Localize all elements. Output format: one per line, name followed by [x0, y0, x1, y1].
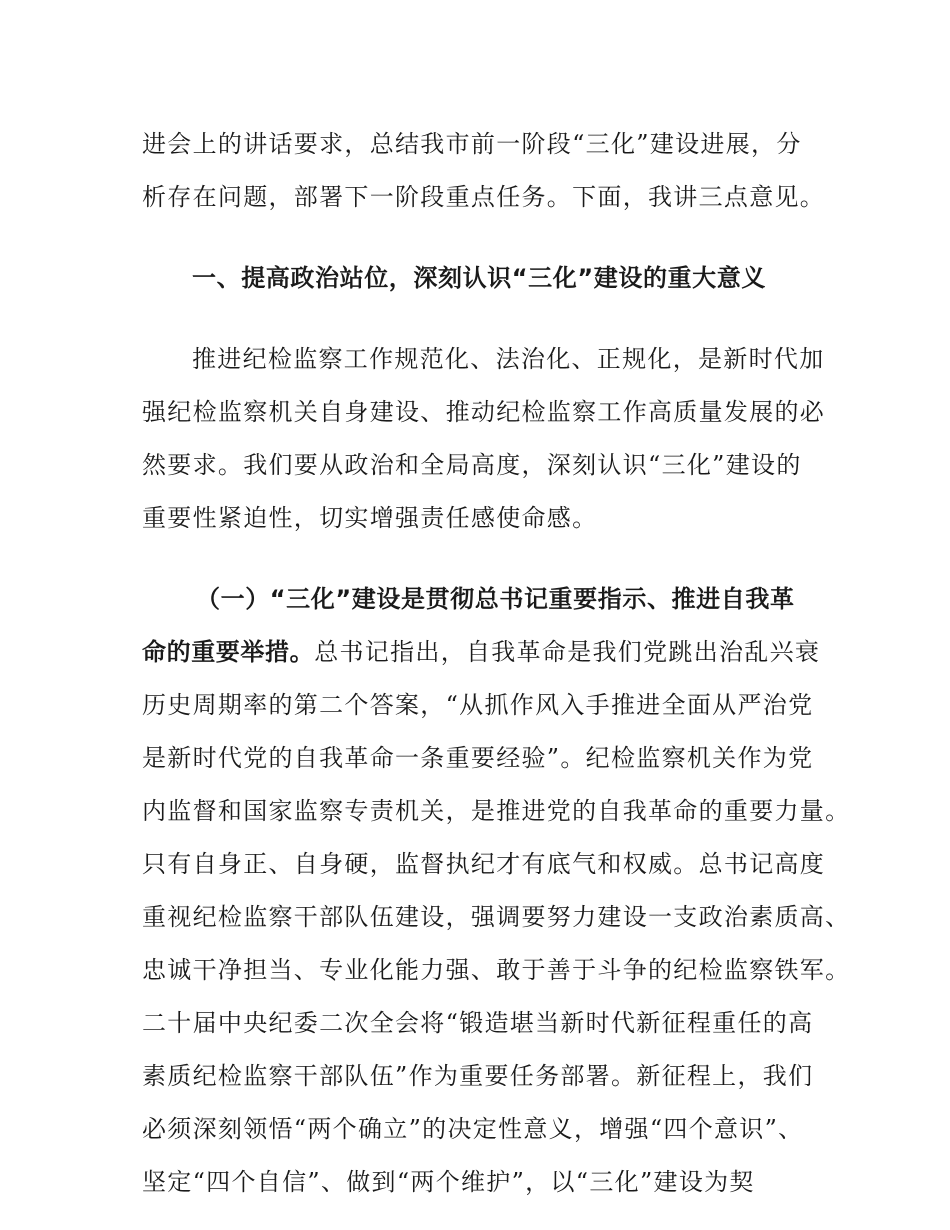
- text-line: 内监督和国家监察专责机关，是推进党的自我革命的重要力量。: [142, 797, 851, 825]
- section-heading: 一、提高政治站位，深刻认识“三化”建设的重大意义: [192, 264, 766, 292]
- subsection-title-end: 命的重要举措。: [142, 638, 315, 666]
- text-line: 忠诚干净担当、专业化能力强、敢于善于斗争的纪检监察铁军。: [142, 956, 851, 984]
- text-line: [142, 626, 821, 679]
- text-line: 必须深刻领悟“两个确立”的决定性意义，增强“四个意识”、: [142, 1115, 804, 1143]
- text-line: 推进纪检监察工作规范化、法治化、正规化，是新时代加: [192, 345, 825, 373]
- text-span: 总书记指出，自我革命是我们党跳出治乱兴衰: [314, 638, 821, 666]
- text-line: 坚定“四个自信”、做到“两个维护”，以“三化”建设为契: [142, 1168, 755, 1196]
- text-line: 素质纪检监察干部队伍”作为重要任务部署。新征程上，我们: [142, 1062, 814, 1090]
- text-line: 强纪检监察机关自身建设、推动纪检监察工作高质量发展的必: [142, 398, 826, 426]
- text-line: 重视纪检监察干部队伍建设，强调要努力建设一支政治素质高、: [142, 903, 851, 931]
- text-line: 历史周期率的第二个答案，“从抓作风入手推进全面从严治党: [142, 691, 814, 719]
- text-line: 只有自身正、自身硬，监督执纪才有底气和权威。总书记高度: [142, 850, 826, 878]
- document-page: [142, 118, 851, 1209]
- text-line: 重要性紧迫性，切实增强责任感使命感。: [142, 504, 598, 532]
- intro-paragraph: [142, 118, 826, 224]
- text-line: 二十届中央纪委二次全会将“锻造堪当新时代新征程重任的高: [142, 1009, 814, 1037]
- text-line: 进会上的讲话要求，总结我市前一阶段“三化”建设进展，分: [142, 130, 802, 158]
- subsection-title: （一）“三化”建设是贯彻总书记重要指示、推进自我革: [196, 585, 795, 613]
- text-line: 是新时代党的自我革命一条重要经验”。纪检监察机关作为党: [142, 744, 814, 772]
- section-paragraph: [142, 333, 826, 545]
- text-line: 析存在问题，部署下一阶段重点任务。下面，我讲三点意见。: [142, 183, 826, 211]
- subsection-paragraph: [142, 573, 851, 1209]
- text-line: 然要求。我们要从政治和全局高度，深刻认识“三化”建设的: [142, 451, 802, 479]
